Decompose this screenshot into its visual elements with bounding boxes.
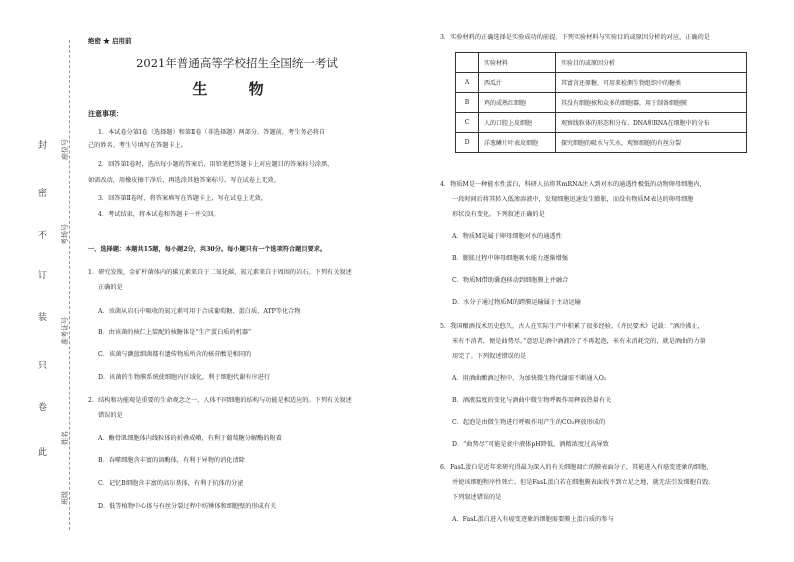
option-d: D．该菌的生物膜系统使细胞内区域化，利于细胞代谢有序进行 (98, 374, 271, 381)
seal-char: 此 (38, 448, 48, 458)
question-stem: 错误的是 (98, 412, 123, 419)
table-cell: A (456, 73, 479, 93)
option-c: C．该菌与颤蓝细菌都有遗传物质所含的核苷酸是相同的 (98, 351, 252, 358)
option-c: C．记忆B细胞含丰富的高尔基体，有利于抗体的分泌 (98, 480, 244, 487)
question-stem: 一段时间后将其转入低渗溶液中，发现细胞迅速发生膨胀，而没有物质M表达的卵母细胞 (452, 196, 694, 203)
binding-margin (0, 0, 70, 562)
table-cell: 实验目的或原因分析 (556, 53, 747, 73)
table-cell: 探究细胞的吸水与失水，观察细胞的有丝分裂 (556, 133, 747, 153)
option-d: D．“曲势尽”可能是瓮中液体pH降低、酒精浓度过高导致 (452, 441, 609, 448)
exam-title: 2021年普通高等学校招生全国统一考试 (136, 56, 338, 70)
note-line: 1．本试卷分第Ⅰ卷（选择题）和第Ⅱ卷（非选择题）两部分。答题前，考生务必将自 (98, 129, 326, 136)
question-stem: 4．物质M是一种能水性蛋白，科研人员将其mRNA注入到对水的通透性极低的动物卵母细胞内， (440, 181, 706, 188)
option-a: A．该菌从岩石中吸收的氮元素可用于合成葡萄糖、蛋白质、ATP等化合物 (98, 308, 301, 315)
table-header-row (456, 53, 747, 73)
option-a: A．酶骨肌细胞体内线粒体的折叠成嵴，有利于葡萄糖分解酶的附着 (98, 435, 282, 442)
class-label: 班级 (61, 491, 69, 505)
section-heading: 一、选择题：本题共15题，每小题2分，共30分。每小题只有一个选项符合题目要求。 (88, 246, 327, 253)
table-row (456, 73, 747, 93)
table-cell: 观察线粒体的形态和分布、DNA和RNA在细胞中的分布 (556, 113, 747, 133)
seal-char: 订 (38, 271, 48, 281)
table-row (456, 93, 747, 113)
note-line: 4．考试结束，将本试卷和答题卡一并交回。 (98, 211, 220, 218)
note-line: 2．回答第Ⅰ卷时，选出每小题的答案后，用铅笔把答题卡上对应题目的答案标号涂黑， (98, 161, 334, 168)
question-stem: 米有不消者，便是曲势尽。”意思是酒中酒液冷了不再起泡，米有未消耗完的，就是酒曲的力量 (452, 338, 706, 345)
option-b: B．膨胀过程中卵母细胞吸水能力逐渐增强 (452, 255, 568, 262)
seal-char: 不 (38, 231, 48, 241)
name-label: 姓名 (61, 431, 69, 445)
table-cell: 人的口腔上皮细胞 (479, 113, 556, 133)
option-c: C．物质M借助囊泡移动到细胞膜上并融合 (452, 277, 569, 284)
option-b: B．酒液温度的变化与酒曲中微生物呼吸作用释放热量有关 (452, 397, 612, 404)
subject-title: 生 物 (192, 80, 282, 98)
option-d: D．水分子通过物质M的跨膜运输属于主动运输 (452, 299, 581, 306)
option-d: D．低等植物中心体与有丝分裂过程中纺锤体和细胞壁的形成有关 (98, 503, 277, 510)
seat-number-label: 座位号 (61, 139, 69, 160)
table-cell: 洋葱鳞片叶表皮细胞 (479, 133, 556, 153)
secret-mark: 绝密 ★ 启用前 (88, 37, 132, 45)
question-stem: 正确的是 (98, 284, 123, 291)
question-stem: 5．我国酿酒技术历史悠久，古人在实际生产中积累了很多经验。《齐民要术》记载：“酒冷沸止， (440, 323, 704, 330)
option-c: C．起泡是由微生物进行呼吸作用产生的CO₂释放形成的 (452, 419, 606, 426)
table-row (456, 113, 747, 133)
table-cell: 其没有细胞核和众多的细胞器，用于制备细胞膜 (556, 93, 747, 113)
question-stem: 下列叙述错误的是 (452, 494, 502, 501)
option-b: B．由该菌的核仁上装配的核糖体是“生产蛋白质的机器” (98, 329, 252, 336)
seal-char: 卷 (38, 403, 48, 413)
table-cell (456, 53, 479, 73)
question-stem: 1．研究发现，金矿杆菌体内的碳元素来自于二氧化碳，氮元素来自于周围的岩石。下列有关叙述 (88, 269, 352, 276)
binding-line (69, 40, 70, 530)
seal-char: 装 (38, 313, 48, 323)
note-line: 如需改动，用橡皮擦干净后，再选涂其他答案标号。写在试卷上无效。 (88, 177, 280, 184)
table-cell: 其富含还原糖，可用来检测生物组织中的糖类 (556, 73, 747, 93)
option-a: A．FasL蛋白进入有癌变迹象的细胞需要膜上蛋白质的参与 (452, 516, 614, 523)
question-stem: 形状没有变化。下列叙述正确的是 (452, 211, 545, 218)
note-line: 3．回答第Ⅱ卷时，将答案填写在答题卡上，写在试卷上无效。 (98, 195, 268, 202)
table-cell: B (456, 93, 479, 113)
table-cell: 鸡的成熟红细胞 (479, 93, 556, 113)
table-cell: C (456, 113, 479, 133)
option-b: B．吞噬细胞含丰富的溶酶体，有利于异物的消化清除 (98, 457, 245, 464)
table-row (456, 133, 747, 153)
option-a: A．物质M是属于卵母细胞对水的通透性 (452, 233, 562, 240)
question-stem: 3．实验材料的正确选择是实验成功的前提。下列实验材料与实验目的或原因分析的对应，正确的是 (440, 34, 710, 41)
table-cell: 实验材料 (479, 53, 556, 73)
seal-char: 只 (38, 361, 48, 371)
table-cell: D (456, 133, 479, 153)
question-stem: 用完了。下列叙述错误的是 (452, 353, 527, 360)
option-a: A．用酒曲酿酒过程中，为加快微生物代谢需不断通入O₂ (452, 375, 607, 382)
notes-heading: 注意事项： (88, 109, 123, 118)
materials-table (455, 52, 747, 153)
question-stem: 并使该细胞程序性死亡。但是FasL蛋白若在细胞膜表面找不到立足之地，就无法引发细胞自毁。 (452, 479, 715, 486)
note-line: 己的姓名、考生号填写在答题卡上。 (88, 142, 187, 149)
seal-char: 封 (38, 141, 48, 151)
question-stem: 6．FasL蛋白是近年来研究得最为深入的有关细胞凋亡的膜表面分子，其能进入有癌变迹象的细胞， (440, 464, 713, 471)
exam-room-label: 考场号 (61, 224, 69, 245)
question-stem: 2．结构和功能观是重要的生命观念之一，人体不同细胞的结构与功能是相适应的。下列有关叙述 (88, 397, 352, 404)
table-cell: 西瓜汁 (479, 73, 556, 93)
seal-char: 密 (38, 189, 48, 199)
admission-number-label: 准考证号 (61, 317, 69, 345)
